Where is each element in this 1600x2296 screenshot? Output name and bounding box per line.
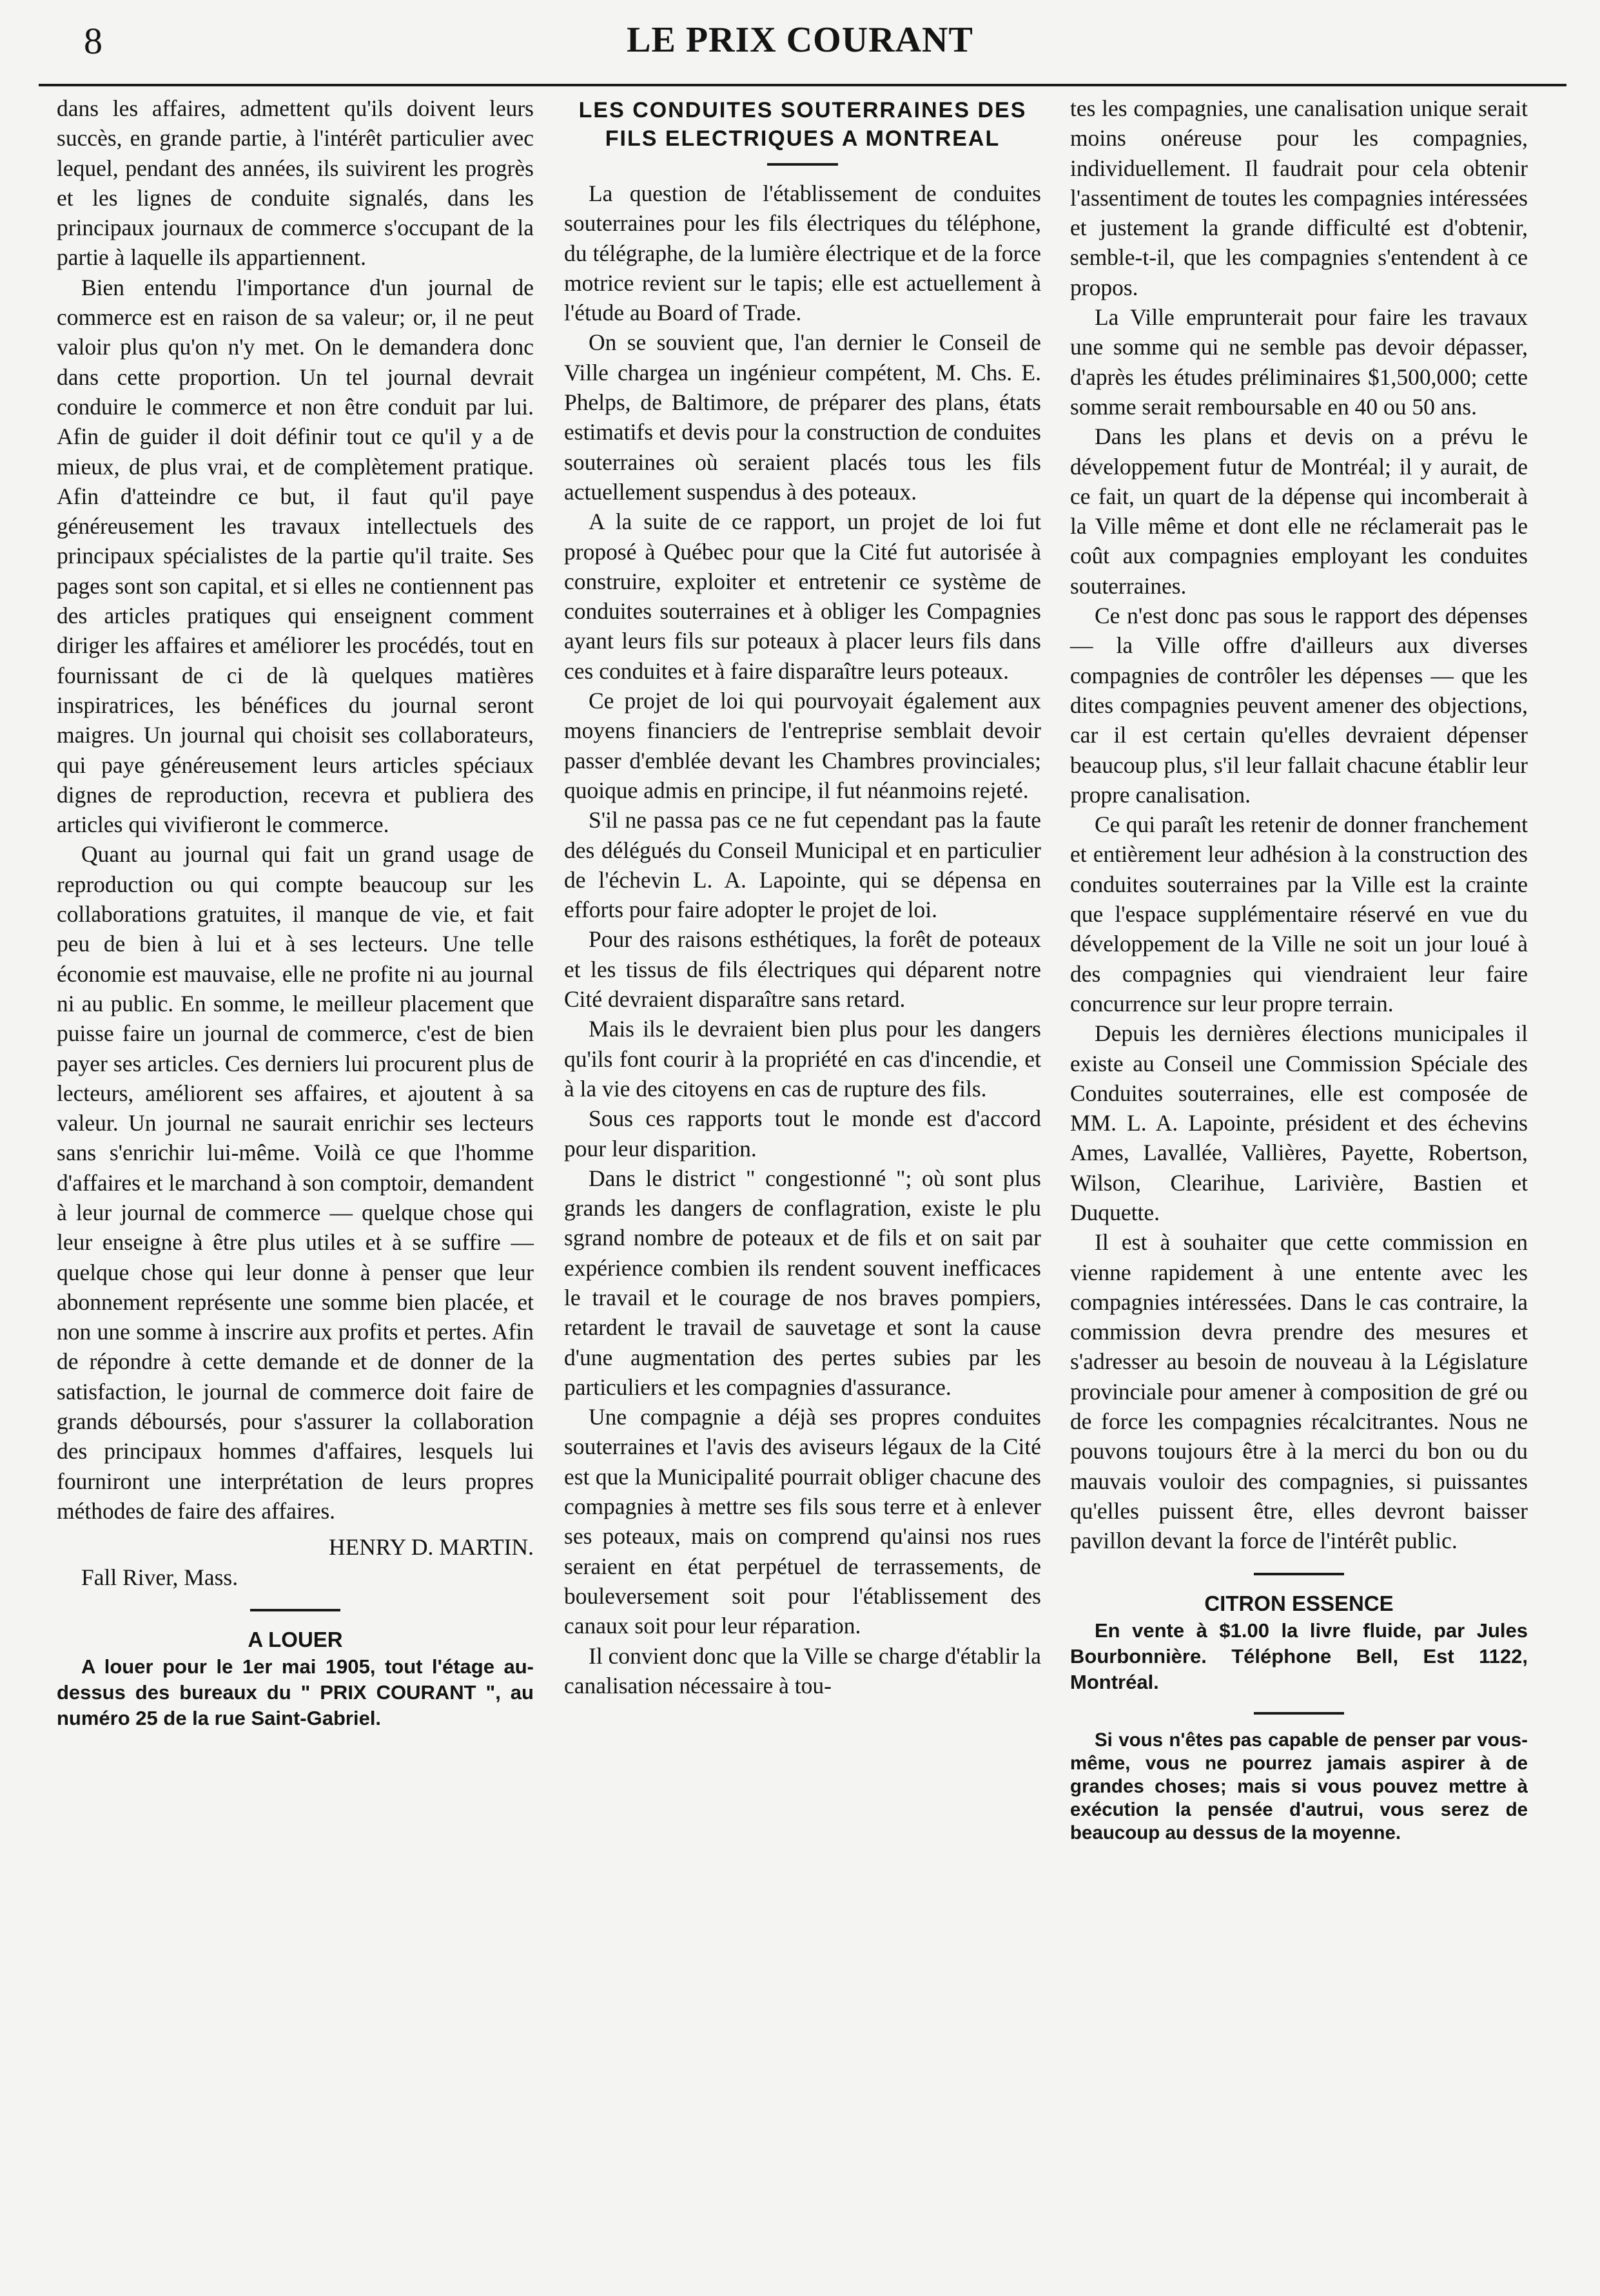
author-place: Fall River, Mass. <box>81 1564 239 1590</box>
article-paragraph: A la suite de ce rapport, un projet de loi fut proposé à Québec pour que la Cité fut autorisée à construire, exploiter et entretenir ce système de conduites souterraines et à obliger les Compagnies ayant leurs fils sur poteaux à placer leurs fils dans ces conduites et à faire disparaître leurs poteaux. <box>564 509 1041 684</box>
article-paragraph: On se souvient que, l'an dernier le Conseil de Ville chargea un ingénieur compétent, M. Chs. E. Phelps, de Baltimore, de préparer des plans, états estimatifs et devis pour la construction de conduites souterraines où seraient placés tous les fils actuellement suspendus à des poteaux. <box>564 329 1041 505</box>
column-3 <box>1070 93 1528 1845</box>
article-paragraph: La Ville emprunterait pour faire les travaux une somme qui ne semble pas devoir dépasser, d'après les études préliminaires $1,500,000; cette somme serait remboursable en 40 ou 50 ans. <box>1070 304 1528 420</box>
article-paragraph: La question de l'établissement de conduites souterraines pour les fils électriques du téléphone, du télégraphe, de la lumière électrique et de la force motrice revient sur le tapis; elle est actuellement à l'étude au Board of Trade. <box>564 180 1041 326</box>
page-header <box>0 0 1600 90</box>
article-paragraph: Mais ils le devraient bien plus pour les dangers qu'ils font courir à la propriété en cas d'incendie, et à la vie des citoyens en cas de rupture des fils. <box>564 1016 1041 1102</box>
article-paragraph: Ce projet de loi qui pourvoyait également aux moyens financiers de l'entreprise semblait devoir passer d'emblée devant les Chambres provinciales; quoique admis en principe, il fut néanmoins rejeté. <box>564 688 1041 803</box>
column-1 <box>57 93 534 1731</box>
section-divider <box>1254 1712 1344 1715</box>
column-2 <box>564 93 1041 1700</box>
article-paragraph: Ce n'est donc pas sous le rapport des dépenses — la Ville offre d'ailleurs aux diverses compagnies de contrôler les dépenses — que les dites compagnies peuvent amener des objections, car il est certain qu'elles devraient dépenser beaucoup plus, s'il leur fallait chacune établir leur propre canalisation. <box>1070 603 1528 808</box>
article-paragraph: Bien entendu l'importance d'un journal de commerce est en raison de sa valeur; or, il ne peut valoir plus qu'on n'y met. On le demandera donc dans cette proportion. Un tel journal devrait conduire le commerce et non être conduit par lui. Afin de guider il doit définir tout ce qu'il y a de mieux, de plus vrai, et de complètement pratique. Afin d'atteindre ce but, il faut qu'il paye généreusement les travaux intellectuels des principaux spécialistes de la partie qu'il traite. Ses pages sont son capital, et si elles ne contiennent pas des articles pratiques qui enseignent comment diriger les affaires et améliorer les procédés, tout en fournissant de ci de là quelques matières inspiratrices, les bénéfices du journal seront maigres. Un journal qui choisit ses collaborateurs, qui paye généreusement leurs articles spéciaux dignes de reproduction, recevra et publiera des articles qui vivifieront le commerce. <box>57 274 534 838</box>
article-paragraph: tes les compagnies, une canalisation unique serait moins onéreuse pour les compagnies, individuellement. Il faudrait pour cela obtenir l'assentiment de toutes les compagnies intéressées et justement la grande difficulté est d'obtenir, semble-t-il, que les compagnies s'entendent à ce propos. <box>1070 95 1528 300</box>
ad-text-citron: En vente à $1.00 la livre fluide, par Jules Bourbonnière. Téléphone Bell, Est 1122, Montréal. <box>1070 1619 1528 1693</box>
article-paragraph: Quant au journal qui fait un grand usage de reproduction ou qui compte beaucoup sur les collaborations gratuites, il manque de vie, et fait peu de bien à lui et à ses lecteurs. Une telle économie est mauvaise, elle ne profite ni au journal ni au public. En somme, le meilleur placement que puisse faire un journal de commerce, c'est de bien payer ses articles. Ces derniers lui procurent plus de lecteurs, améliorent ses affaires, et ajoutent à sa valeur. Un journal ne saurait enrichir ses lecteurs sans s'enrichir lui-même. Voilà ce que l'homme d'affaires et le marchand à son comptoir, demandent à leur journal de commerce — quelque chose qui leur enseigne à être plus utiles et à se suffire — quelque chose qui leur donne à penser que leur abonnement représente une somme bien placée, et non une somme à inscrire aux profits et pertes. Afin de répondre à cette demande et de donner de la satisfaction, le journal de commerce doit faire de grands déboursés, pour s'assurer la collaboration des principaux hommes d'affaires, lesquels lui fourniront une interprétation de leurs propres méthodes de faire des affaires. <box>57 841 534 1524</box>
header-rule <box>39 84 1566 86</box>
section-divider <box>1254 1573 1344 1575</box>
section-divider <box>250 1609 340 1611</box>
article-paragraph: Dans le district " congestionné "; où sont plus grands les dangers de conflagration, existe le plu sgrand nombre de poteaux et de fils et on sait par expérience combien ils rendent souvent inefficaces le travail et le courage de nos braves pompiers, retardent le travail de sauvetage et sont la cause d'une augmentation des pertes subies par les particuliers et les compagnies d'assurance. <box>564 1165 1041 1400</box>
article-paragraph: Ce qui paraît les retenir de donner franchement et entièrement leur adhésion à la construction des conduites souterraines par la Ville est la crainte que l'espace supplémentaire réservé en vue du développement de la Ville ne soit un jour loué à des compagnies qui viendraient leur faire concurrence sur leur propre terrain. <box>1070 812 1528 1017</box>
author-signature: HENRY D. MARTIN. <box>328 1534 534 1561</box>
article-paragraph: dans les affaires, admettent qu'ils doivent leurs succès, en grande partie, à l'intérêt particulier avec lequel, pendant des années, ils suivirent les progrès et les lignes de conduite signalés, dans les principaux journaux de commerce s'occupant de la partie à laquelle ils appartiennent. <box>57 95 534 271</box>
article-paragraph: Il est à souhaiter que cette commission en vienne rapidement à une entente avec les compagnies intéressées. Dans le cas contraire, la commission devra prendre des mesures et s'adresser au besoin de nouveau à la Législature provinciale pour amener à composition de gré ou de force les compagnies récalcitrantes. Nous ne pouvons toujours être à la merci du bon ou du mauvais vouloir des compagnies, si puissantes qu'elles puissent être, elles devront baisser pavillon devant la force de l'intérêt public. <box>1070 1229 1528 1554</box>
article-paragraph: S'il ne passa pas ce ne fut cependant pas la faute des délégués du Conseil Municipal et en particulier de l'échevin L. A. Lapointe, qui se dépensa en efforts pour faire adopter le projet de loi. <box>564 807 1041 923</box>
article-paragraph: Sous ces rapports tout le monde est d'accord pour leur disparition. <box>564 1105 1041 1162</box>
article-paragraph: Depuis les dernières élections municipales il existe au Conseil une Commission Spéciale des Conduites souterraines, elle est composée de MM. L. A. Lapointe, président et des échevins Ames, Lavallée, Vallières, Payette, Robertson, Wilson, Clearihue, Larivière, Bastien et Duquette. <box>1070 1020 1528 1225</box>
ad-heading-a-louer: A LOUER <box>248 1627 343 1651</box>
page-number: 8 <box>84 20 102 62</box>
article-paragraph: Une compagnie a déjà ses propres conduites souterraines et l'avis des aviseurs légaux de la Cité est que la Municipalité pourrait obliger chacune des compagnies à mettre ses fils sous terre et à enlever ses poteaux, mais on comprend qu'ainsi nos rues seraient en état perpétuel de terrassements, de bouleversement soit pour l'établissement des canaux soit pour leur réparation. <box>564 1404 1041 1639</box>
article-paragraph: Pour des raisons esthétiques, la forêt de poteaux et les tissus de fils électriques qui déparent notre Cité devraient disparaître sans retard. <box>564 926 1041 1013</box>
ad-heading-citron: CITRON ESSENCE <box>1204 1591 1394 1615</box>
heading-rule <box>767 163 838 166</box>
article-paragraph: Il convient donc que la Ville se charge d'établir la canalisation nécessaire à tou- <box>564 1642 1041 1698</box>
article-heading: LES CONDUITES SOUTERRAINES DES FILS ELECTRIQUES A MONTREAL <box>578 98 1027 151</box>
ad-text-a-louer: A louer pour le 1er mai 1905, tout l'étage au-dessus des bureaux du " PRIX COURANT ", au numéro 25 de la rue Saint-Gabriel. <box>57 1655 534 1729</box>
masthead-title: LE PRIX COURANT <box>627 20 973 60</box>
quote-text: Si vous n'êtes pas capable de penser par vous-même, vous ne pourrez jamais aspirer à de grandes choses; mais si vous pouvez mettre à exécution la pensée d'autrui, vous serez de beaucoup au dessus de la moyenne. <box>1070 1729 1528 1844</box>
article-paragraph: Dans les plans et devis on a prévu le développement futur de Montréal; il y aurait, de ce fait, un quart de la dépense qui incomberait à la Ville même et dont elle ne réclamerait pas le coût aux compagnies employant les conduites souterraines. <box>1070 423 1528 599</box>
